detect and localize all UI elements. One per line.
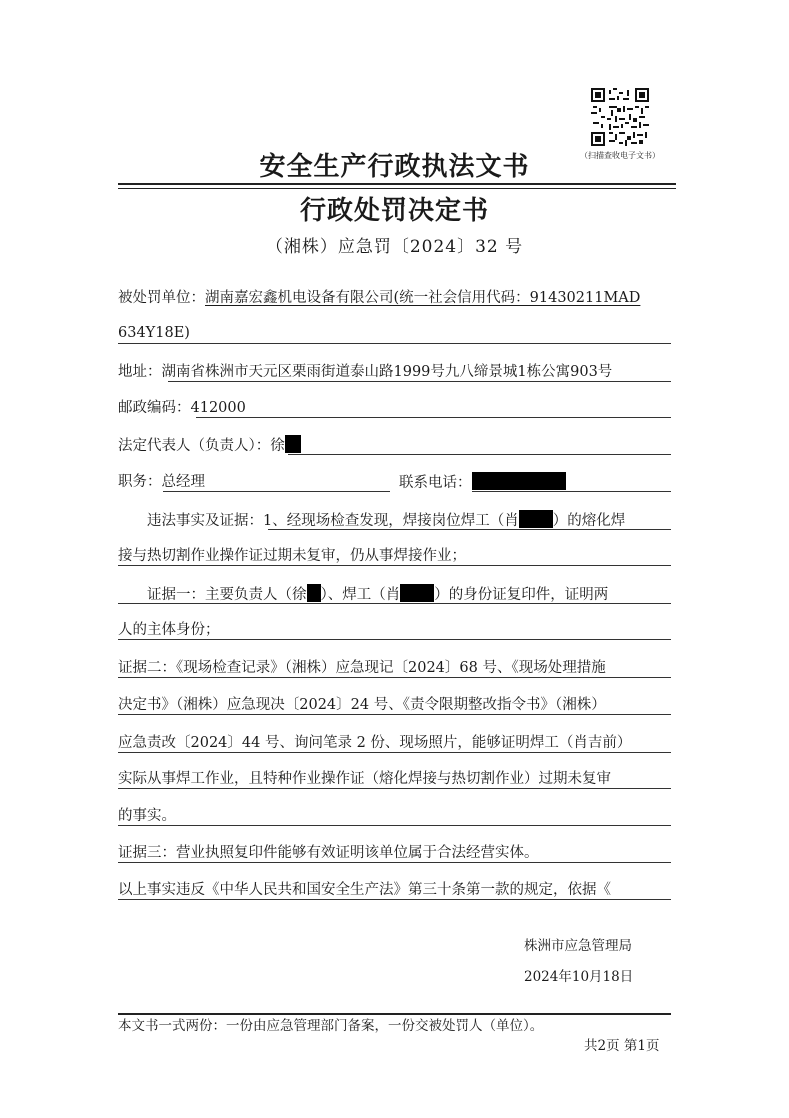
evidence-line: [118, 843, 539, 863]
position-label: 职务：: [118, 474, 162, 490]
evidence-line: [118, 620, 220, 640]
document-number: （湘株）应急罚〔2024〕32 号: [265, 237, 524, 257]
underline: [118, 677, 671, 678]
representative-row: [118, 435, 301, 456]
document-title: 行政处罚决定书: [299, 196, 489, 226]
footer-note: 本文书一式两份：一份由应急管理部门备案，一份交被处罚人（单位）。: [118, 1018, 544, 1034]
underline: [118, 603, 671, 604]
issue-date: 2024年10月18日: [524, 969, 634, 985]
page-number: 共2页 第1页: [584, 1038, 660, 1054]
facts-line: [147, 510, 625, 531]
facts-text: ）的熔化焊: [552, 513, 626, 529]
evidence-line: [118, 769, 611, 789]
party-label: 被处罚单位：: [118, 290, 205, 306]
evidence-text: 人的主体身份；: [118, 622, 220, 638]
evidence-text: ）的身份证复印件，证明两: [434, 587, 609, 603]
redaction-block: [519, 510, 553, 528]
redaction-block: [472, 472, 566, 490]
facts-text: 违法事实及证据：1、经现场检查发现，焊接岗位焊工（肖: [147, 513, 519, 529]
party-row: [118, 288, 640, 308]
underline: [118, 565, 671, 566]
evidence-text: 决定书》（湘株）应急现决〔2024〕24 号、《责令限期整改指令书》（湘株）: [118, 697, 606, 713]
footer-rule: [118, 1013, 671, 1015]
underline: [118, 788, 671, 789]
underline: [118, 343, 671, 344]
underline: [163, 491, 390, 492]
evidence-text: 实际从事焊工作业，且特种作业操作证（熔化焊接与热切割作业）过期未复审: [118, 771, 611, 787]
evidence-text: ）、焊工（肖: [320, 587, 401, 603]
representative-value: 徐: [270, 438, 285, 454]
redaction-block: [400, 584, 434, 602]
address-value: 湖南省株洲市天元区栗雨街道泰山路1999号九八缔景城1栋公寓903号: [161, 364, 613, 380]
title-rule: [118, 183, 676, 185]
title-rule: [118, 188, 676, 189]
redaction-block: [285, 435, 301, 453]
underline: [196, 417, 671, 418]
evidence-text: 的事实。: [118, 808, 176, 824]
underline: [288, 454, 671, 455]
facts-line: [118, 546, 466, 566]
evidence-line: [118, 806, 176, 826]
underline: [118, 752, 671, 753]
evidence-text: 应急责改〔2024〕44 号、询问笔录 2 份、现场照片，能够证明焊工（肖吉前）: [118, 735, 632, 751]
underline: [118, 862, 671, 863]
underline: [118, 825, 671, 826]
postcode-value: 412000: [190, 400, 246, 416]
underline: [118, 714, 671, 715]
evidence-line: [118, 658, 606, 678]
underline: [168, 381, 671, 382]
conclusion-line: [118, 880, 611, 900]
evidence-text: 证据二：《现场检查记录》（湘株）应急现记〔2024〕68 号、《现场处理措施: [118, 660, 606, 676]
conclusion-text: 以上事实违反《中华人民共和国安全生产法》第三十条第一款的规定，依据《: [118, 882, 611, 898]
postcode-label: 邮政编码：: [118, 400, 191, 416]
party-value-cont: 634Y18E): [118, 325, 190, 341]
representative-label: 法定代表人（负责人）：: [118, 438, 271, 454]
document-category-title: 安全生产行政执法文书: [259, 152, 530, 182]
evidence-line: [118, 733, 631, 753]
issuing-authority: 株洲市应急管理局: [524, 938, 632, 954]
underline: [268, 529, 671, 530]
position-row: [118, 472, 205, 492]
address-label: 地址：: [118, 364, 162, 380]
evidence-text: 证据一：主要负责人（徐: [147, 587, 307, 603]
phone-label: 联系电话：: [399, 475, 472, 491]
address-row: [118, 362, 612, 382]
underline: [472, 491, 671, 492]
underline: [118, 639, 671, 640]
evidence-line: [147, 584, 608, 605]
postcode-row: [118, 398, 246, 418]
party-row-cont: [118, 323, 190, 343]
qr-code-icon: [591, 88, 649, 146]
evidence-text: 证据三：营业执照复印件能够有效证明该单位属于合法经营实体。: [118, 845, 539, 861]
underline: [118, 899, 671, 900]
facts-text: 接与热切割作业操作证过期未复审，仍从事焊接作业；: [118, 548, 466, 564]
redaction-block: [307, 584, 321, 602]
evidence-line: [118, 695, 606, 715]
qr-caption: （扫描查收电子文书）: [580, 151, 660, 160]
position-value: 总经理: [161, 474, 205, 490]
phone-row: [399, 472, 566, 493]
party-value: 湖南嘉宏鑫机电设备有限公司(统一社会信用代码：91430211MAD: [205, 290, 641, 306]
